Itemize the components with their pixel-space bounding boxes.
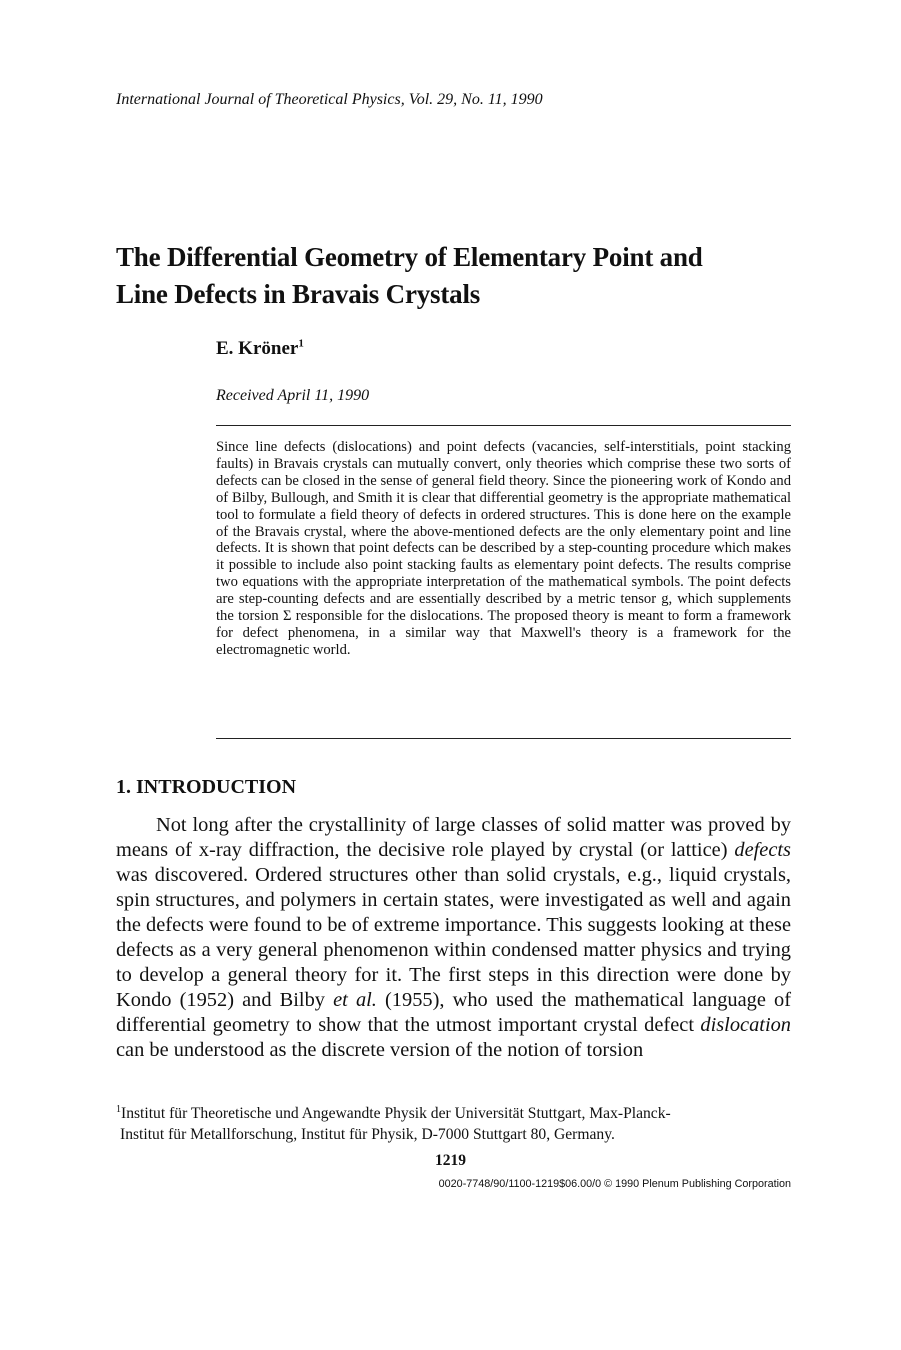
- author-footnote-mark: 1: [298, 337, 304, 350]
- section-number: 1.: [116, 776, 131, 798]
- footnote-text-1: Institut für Theoretische und Angewandte Physik der Universität Stuttgart, Max-Planck-: [121, 1105, 671, 1122]
- author-name: E. Kröner: [216, 338, 299, 359]
- page-number: 1219: [435, 1152, 466, 1169]
- abstract-top-rule: [216, 425, 791, 426]
- section-title: INTRODUCTION: [136, 776, 297, 798]
- body-text-segment: can be understood as the discrete version of the notion of torsion: [116, 1039, 644, 1061]
- footnote-line-2: Institut für Metallforschung, Institut für Physik, D-7000 Stuttgart 80, Germany.: [120, 1126, 615, 1143]
- article-title: [116, 239, 816, 313]
- body-text-segment: (1955), who used the mathematical language of differential geometry to show that the utmost important crystal defect: [116, 989, 791, 1036]
- title-line-2: Line Defects in Bravais Crystals: [116, 279, 481, 309]
- body-italic-et-al: et al.: [333, 989, 377, 1011]
- abstract-bottom-rule: [216, 738, 791, 739]
- section-heading: [116, 774, 296, 800]
- body-italic-defects: defects: [734, 839, 791, 861]
- footnote: [116, 1103, 806, 1145]
- footnote-mark: 1: [116, 1103, 121, 1115]
- footnote-line-1: [116, 1103, 806, 1124]
- body-italic-dislocation: dislocation: [700, 1014, 791, 1036]
- journal-citation: International Journal of Theoretical Physics, Vol. 29, No. 11, 1990: [116, 91, 543, 108]
- received-date: Received April 11, 1990: [216, 387, 370, 404]
- body-text-segment: was discovered. Ordered structures other than solid crystals, e.g., liquid crystals, spin structures, and polymers in certain states, were investigated as well and again the defects were found to be of extreme importance. This suggests looking at these defects as a very general phenomenon within condensed matter physics and trying to develop a general theory for it. The first steps in this direction were done by Kondo (1952) and Bilby: [116, 864, 791, 1011]
- body-text-segment: Not long after the crystallinity of large classes of solid matter was proved by means of x-ray diffraction, the decisive role played by crystal (or lattice): [116, 814, 791, 861]
- introduction-paragraph: [116, 813, 791, 1063]
- author: [216, 337, 304, 361]
- title-line-1: The Differential Geometry of Elementary Point and: [116, 242, 703, 272]
- copyright-line: 0020-7748/90/1100-1219$06.00/0 © 1990 Plenum Publishing Corporation: [438, 1178, 791, 1190]
- abstract: Since line defects (dislocations) and point defects (vacancies, self-interstitials, point stacking faults) in Bravais crystals can mutually convert, only theories which comprise these two sorts of defects can be closed in the sense of general field theory. Since the pioneering work of Kondo and of Bilby, Bullough, and Smith it is clear that differential geometry is the appropriate mathematical tool to formulate a field theory of defects in ordered structures. This is done here on the example of the Bravais crystal, where the above-mentioned defects are the only elementary point and line defects. It is shown that point defects can be described by a step-counting procedure which makes it possible to include also point stacking faults as elementary point defects. The results comprise two equations with the appropriate interpretation of the mathematical symbols. The point defects are step-counting defects and are essentially described by a metric tensor g, which supplements the torsion Σ responsible for the dislocations. The proposed theory is meant to form a framework for defect phenomena, in a similar way that Maxwell's theory is a framework for the electromagnetic world.: [216, 439, 791, 658]
